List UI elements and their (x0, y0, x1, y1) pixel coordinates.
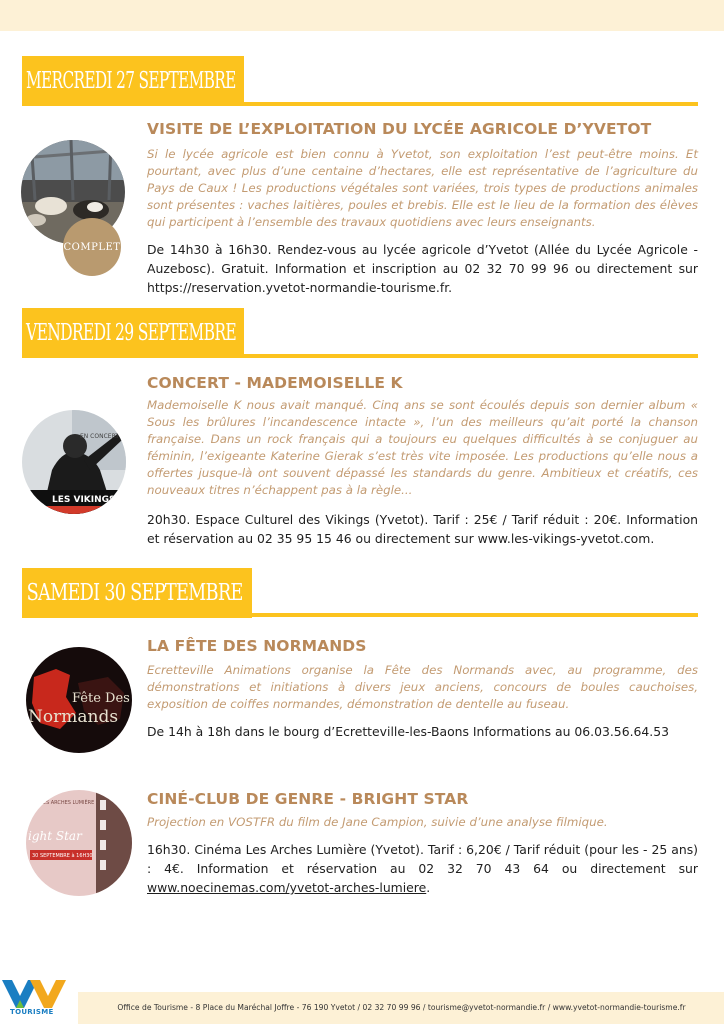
day-banner-friday: VENDREDI 29 SEPTEMBRE (22, 308, 244, 358)
complet-badge: COMPLET (63, 218, 121, 276)
event-title: VISITE DE L’EXPLOITATION DU LYCÉE AGRICOLE D’YVETOT (147, 120, 652, 138)
concert-poster-image (22, 410, 126, 514)
poster-film-title: ight Star (28, 829, 82, 843)
event-description: Projection en VOSTFR du film de Jane Campion, suivie d’une analyse filmique. (147, 815, 608, 829)
event-info-suffix: . (426, 880, 431, 895)
day-banner-wednesday: MERCREDI 27 SEPTEMBRE (22, 56, 244, 106)
event-title: LA FÊTE DES NORMANDS (147, 637, 367, 655)
cinema-poster-image (26, 790, 132, 896)
logo-tourisme-text: TOURISME (10, 1008, 54, 1016)
day-divider-line (248, 613, 698, 617)
event-info: De 14h à 18h dans le bourg d’Ecretteville-les-Baons Informations au 06.03.56.64.53 (147, 724, 669, 739)
festival-title-line2: Normands (28, 707, 119, 727)
event-title: CINÉ-CLUB DE GENRE - BRIGHT STAR (147, 790, 469, 808)
day-divider-line (240, 354, 698, 358)
event-info: 20h30. Espace Culturel des Vikings (Yvetot). Tarif : 25€ / Tarif réduit : 20€. Information et réservation au 02 35 95 15 46 ou directement sur www.les-vikings-yvetot.com. (147, 512, 698, 546)
top-band (0, 0, 724, 31)
event-info (147, 840, 698, 897)
poster-cinema-name: LES ARCHES LUMIÈRE (40, 800, 95, 806)
poster-bottom-text: LES VIKINGS (52, 495, 116, 505)
event-info-text: 16h30. Cinéma Les Arches Lumière (Yvetot). Tarif : 6,20€ / Tarif réduit (pour les - 25 ans) : 4€. Information et réservation au 02 32 70 43 64 ou directement sur (147, 842, 698, 876)
cinema-website-link[interactable]: www.noecinemas.com/yvetot-arches-lumiere (147, 880, 427, 895)
event-description: Ecretteville Animations organise la Fête des Normands avec, au programme, des démonstrations et initiations à divers jeux anciens, concours de boules cauchoises, exposition de coiffes normandes, démonstration de dentelle au fuseau. (147, 663, 698, 711)
footer-contact: Office de Tourisme - 8 Place du Maréchal Joffre - 76 190 Yvetot / 02 32 70 99 96 / tourisme@yvetot-normandie.fr / www.yvetot-normandie-tourisme.fr (117, 1003, 686, 1012)
normands-festival-image (26, 647, 132, 753)
poster-top-text: EN CONCERT (80, 433, 119, 440)
day-banner-saturday: SAMEDI 30 SEPTEMBRE (22, 568, 252, 618)
poster-date: 30 SEPTEMBRE à 16H30 (32, 853, 93, 859)
event-description: Mademoiselle K nous avait manqué. Cinq ans se sont écoulés depuis son dernier album « Sous les brûlures l’incandescence intacte », l’un des meilleurs qu’ait porté la chanson française. Dans un rock français qui a toujours eu quelques difficultés à se conjuguer au féminin, l’exigeante Katerine Gierak s’est très vite imposée. Les productions qu’elle nous a offertes jusque-là ont souvent dépassé les standards du genre. Ambitieux et créatifs, ces nouveaux titres n’échappent pas à la règle... (147, 398, 698, 497)
event-description: Si le lycée agricole est bien connu à Yvetot, son exploitation l’est peut-être moins. Et pourtant, avec plus d’une centaine d’hectares, elle est représentative de l’agriculture du Pays de Caux ! Les productions végétales sont variées, trois types de productions animales sont présentes : vaches laitières, poules et brebis. Elle est le lieu de la formation des élèves qui participent à l’ensemble des travaux quotidiens avec leurs enseignants. (147, 147, 698, 229)
day-divider-line (240, 102, 698, 106)
event-title: CONCERT - MADEMOISELLE K (147, 374, 403, 392)
festival-title-line1: Fête Des (72, 691, 130, 706)
yvetot-logo (0, 978, 72, 1024)
event-info: De 14h30 à 16h30. Rendez-vous au lycée agricole d’Yvetot (Allée du Lycée Agricole - Auzebosc). Gratuit. Information et inscription au 02 32 70 99 96 ou directement sur https://reservation.yvetot-normandie-tourisme.fr. (147, 242, 698, 295)
